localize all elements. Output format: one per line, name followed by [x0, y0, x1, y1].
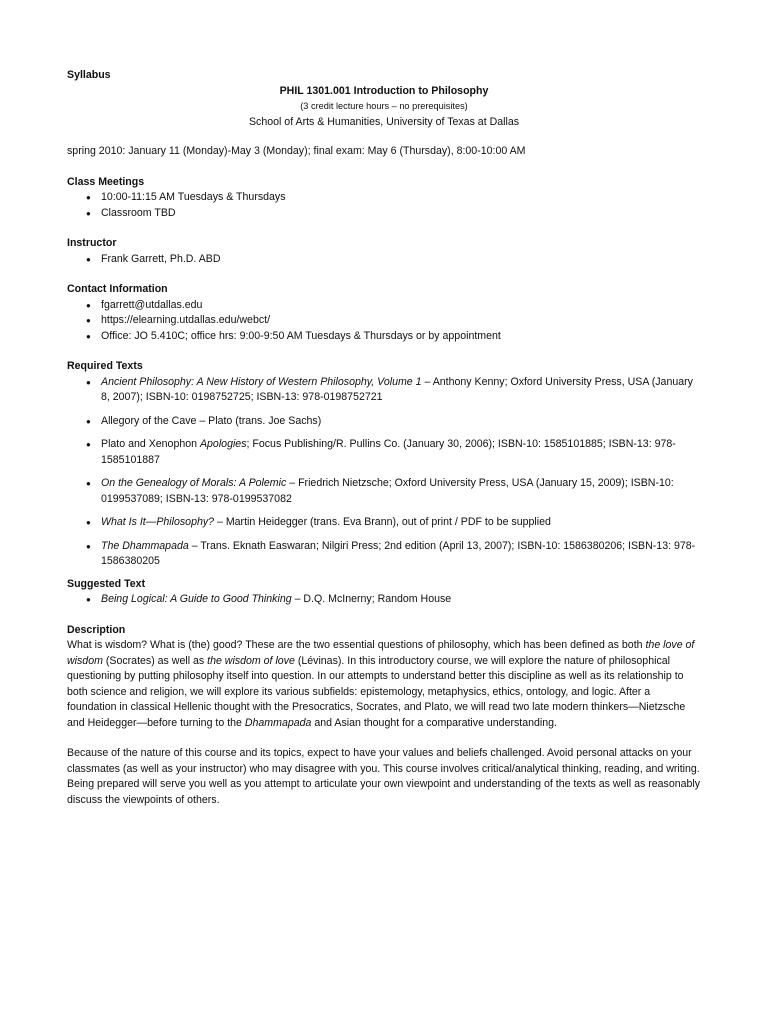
course-title: PHIL 1301.001 Introduction to Philosophy: [279, 84, 489, 97]
required-texts-list: [67, 375, 701, 570]
list-item: ● Plato and Xenophon Apologies; Focus Publishing/R. Pullins Co. (January 30, 2006); ISBN-10: 1585101885; ISBN-13: 978-1585101887: [67, 437, 701, 468]
contact-heading: Contact Information: [67, 283, 168, 295]
class-meetings-list: [67, 190, 701, 221]
list-item: ● Office: JO 5.410C; office hrs: 9:00-9:50 AM Tuesdays & Thursdays or by appointment: [67, 329, 701, 345]
book-title: The Dhammapada: [101, 539, 189, 552]
doc-label: Syllabus: [67, 69, 111, 81]
description-heading: Description: [67, 623, 126, 636]
syllabus-content: [67, 68, 701, 808]
list-item: ● What Is It—Philosophy? – Martin Heidegger (trans. Eva Brann), out of print / PDF to be supplied: [67, 515, 701, 531]
contact-list: [67, 298, 701, 345]
course-credit: (3 credit lecture hours – no prerequisites): [300, 101, 468, 111]
suggested-text-list: [67, 592, 701, 608]
book-title: What Is It—Philosophy?: [101, 516, 215, 528]
list-item: ● The Dhammapada – Trans. Eknath Easwaran; Nilgiri Press; 2nd edition (April 13, 2007); ISBN-10: 1586380206; ISBN-13: 978-1586380205: [67, 539, 701, 570]
list-item: ● Frank Garrett, Ph.D. ABD: [67, 252, 701, 268]
instructor-list: [67, 252, 701, 268]
book-title: Apologies: [199, 438, 247, 450]
instructor-heading: Instructor: [67, 237, 117, 249]
list-item: ● Classroom TBD: [67, 206, 701, 222]
list-item: ● Being Logical: A Guide to Good Thinking – D.Q. McInerny; Random House: [67, 592, 701, 608]
class-meetings-heading: Class Meetings: [67, 175, 145, 188]
suggested-text-heading: Suggested Text: [67, 577, 146, 590]
description-paragraph-2: Because of the nature of this course and its topics, expect to have your values and beliefs challenged. Avoid personal attacks on your classmates (as well as your instructor) who may disagree with you. This course involves critical/analytical thinking, reading, and writing. Being prepared will serve you well as you attempt to articulate your own viewpoint and understanding of the texts as well as reasonably discuss the viewpoints of others.: [67, 747, 701, 806]
elearning-link[interactable]: ● https://elearning.utdallas.edu/webct/: [67, 313, 701, 329]
book-title: Ancient Philosophy: A New History of Western Philosophy, Volume 1: [101, 375, 422, 388]
book-title: On the Genealogy of Morals: A Polemic: [101, 477, 287, 489]
email-link[interactable]: ● fgarrett@utdallas.edu: [67, 298, 701, 314]
list-item: ● Allegory of the Cave – Plato (trans. Joe Sachs): [67, 414, 701, 430]
book-title: Being Logical: A Guide to Good Thinking: [101, 593, 292, 605]
required-texts-heading: Required Texts: [67, 360, 143, 372]
term-dates: spring 2010: January 11 (Monday)-May 3 (Monday); final exam: May 6 (Thursday), 8:00-10:00 AM: [67, 145, 526, 157]
list-item: ● Ancient Philosophy: A New History of Western Philosophy, Volume 1 – Anthony Kenny; Oxford University Press, USA (January 8, 2007); ISBN-10: 0198752725; ISBN-13: 978-0198752721: [67, 375, 701, 406]
school-name: School of Arts & Humanities, University of Texas at Dallas: [248, 115, 520, 128]
list-item: ● 10:00-11:15 AM Tuesdays & Thursdays: [67, 190, 701, 206]
list-item: ● On the Genealogy of Morals: A Polemic – Friedrich Nietzsche; Oxford University Press, USA (January 15, 2009); ISBN-10: 0199537089; ISBN-13: 978-0199537082: [67, 476, 701, 507]
description-paragraph: What is wisdom? What is (the) good? These are the two essential questions of philosophy, which has been defined as both the love of wisdom (Socrates) as well as the wisdom of love (Lévinas). In this introductory course, we will explore the nature of philosophical questioning by putting philosophy itself into question. In our attempts to understand better this discipline as well as its relationship to both science and religion, we will explore its various subfields: epistemology, metaphysics, ethics, ontology, and logic. After a foundation in classical Hellenic thought with the Presocratics, Socrates, and Plato, we will read two late modern thinkers—Nietzsche and Heidegger—before turning to the Dhammapada and Asian thought for a comparative understanding.: [67, 639, 695, 729]
